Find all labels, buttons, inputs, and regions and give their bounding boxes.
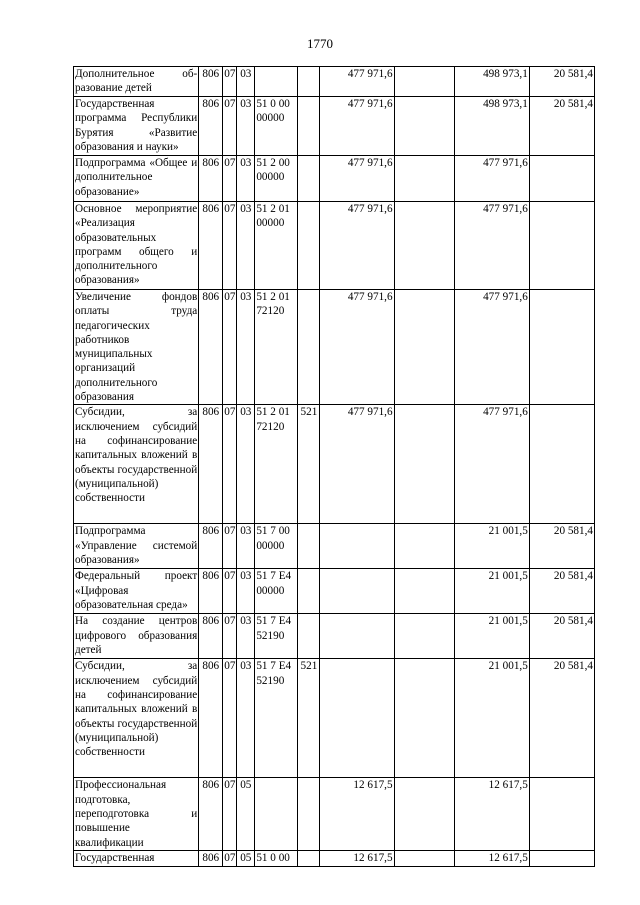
rz-code: 07 — [223, 405, 237, 524]
sum-col-3: 21 001,5 — [454, 659, 529, 778]
rz-code: 07 — [223, 97, 237, 156]
rz-code: 07 — [223, 524, 237, 569]
vr-code — [298, 67, 320, 97]
vr-code — [298, 202, 320, 290]
sum-col-1 — [320, 614, 394, 659]
row-name: Дополнительное об-разование детей — [74, 67, 199, 97]
row-name: Государственная — [74, 850, 199, 866]
pr-code: 03 — [237, 659, 255, 778]
vr-code — [298, 156, 320, 202]
table-row — [74, 850, 595, 866]
grbs-code: 806 — [199, 778, 223, 850]
vr-code — [298, 524, 320, 569]
rz-code: 07 — [223, 67, 237, 97]
rz-code: 07 — [223, 156, 237, 202]
vr-code — [298, 290, 320, 405]
sum-col-3: 498 973,1 — [454, 97, 529, 156]
csr-code: 51 7 E4 52190 — [255, 614, 298, 659]
grbs-code: 806 — [199, 850, 223, 866]
table-row — [74, 290, 595, 405]
sum-col-4 — [529, 202, 594, 290]
sum-col-3: 477 971,6 — [454, 290, 529, 405]
sum-col-3: 477 971,6 — [454, 156, 529, 202]
row-name: Увеличение фондов оплаты труда педагогических работников муниципальных организаций дополнительного образования — [75, 291, 198, 404]
table-row — [74, 524, 595, 569]
sum-col-1: 477 971,6 — [320, 97, 394, 156]
sum-col-1: 12 617,5 — [320, 778, 394, 850]
rz-code: 07 — [223, 569, 237, 614]
sum-col-2 — [394, 67, 454, 97]
table-row — [74, 156, 595, 202]
budget-table — [73, 66, 595, 867]
pr-code: 03 — [237, 156, 255, 202]
row-name: Государственная программа Республики Бурятия «Развитие образования и науки» — [74, 97, 199, 156]
csr-code: 51 2 01 72120 — [255, 290, 298, 405]
rz-code: 07 — [223, 659, 237, 778]
grbs-code: 806 — [199, 524, 223, 569]
sum-col-3: 21 001,5 — [454, 569, 529, 614]
sum-col-4: 20 581,4 — [529, 659, 594, 778]
pr-code: 03 — [237, 405, 255, 524]
sum-col-2 — [394, 850, 454, 866]
grbs-code: 806 — [199, 156, 223, 202]
grbs-code: 806 — [199, 67, 223, 97]
vr-code — [298, 850, 320, 866]
sum-col-4 — [529, 156, 594, 202]
pr-code: 03 — [237, 569, 255, 614]
sum-col-3: 21 001,5 — [454, 524, 529, 569]
sum-col-3: 498 973,1 — [454, 67, 529, 97]
sum-col-2 — [394, 405, 454, 524]
row-name: Профессиональная подготовка, переподготовка и повышение квалификации — [75, 779, 198, 849]
sum-col-4: 20 581,4 — [529, 97, 594, 156]
table-row — [74, 659, 595, 778]
table-row — [74, 405, 595, 524]
sum-col-4: 20 581,4 — [529, 569, 594, 614]
pr-code: 03 — [237, 67, 255, 97]
sum-col-2 — [394, 202, 454, 290]
grbs-code: 806 — [199, 659, 223, 778]
rz-code: 07 — [223, 614, 237, 659]
sum-col-2 — [394, 659, 454, 778]
rz-code: 07 — [223, 778, 237, 850]
pr-code: 03 — [237, 614, 255, 659]
grbs-code: 806 — [199, 202, 223, 290]
csr-code: 51 7 00 00000 — [255, 524, 298, 569]
csr-code: 51 0 00 00000 — [255, 97, 298, 156]
grbs-code: 806 — [199, 290, 223, 405]
budget-table-body — [74, 67, 595, 867]
sum-col-2 — [394, 778, 454, 850]
row-name: Основное мероприятие «Реализация образовательных программ общего и дополнительного образования» — [74, 202, 199, 290]
sum-col-4 — [529, 405, 594, 524]
vr-code — [298, 778, 320, 850]
pr-code: 05 — [237, 850, 255, 866]
sum-col-2 — [394, 614, 454, 659]
csr-code: 51 7 E4 00000 — [255, 569, 298, 614]
sum-col-1: 477 971,6 — [320, 156, 394, 202]
row-name: Подпрограмма «Управление системой образования» — [74, 524, 199, 569]
pr-code: 05 — [237, 778, 255, 850]
sum-col-4: 20 581,4 — [529, 524, 594, 569]
csr-code — [255, 67, 298, 97]
pr-code: 03 — [237, 97, 255, 156]
csr-code: 51 2 01 00000 — [255, 202, 298, 290]
sum-col-1 — [320, 659, 394, 778]
pr-code: 03 — [237, 524, 255, 569]
sum-col-3: 21 001,5 — [454, 614, 529, 659]
pr-code: 03 — [237, 202, 255, 290]
sum-col-1 — [320, 524, 394, 569]
grbs-code: 806 — [199, 569, 223, 614]
grbs-code: 806 — [199, 614, 223, 659]
sum-col-2 — [394, 290, 454, 405]
sum-col-3: 12 617,5 — [454, 778, 529, 850]
sum-col-4: 20 581,4 — [529, 67, 594, 97]
csr-code — [255, 778, 298, 850]
sum-col-2 — [394, 524, 454, 569]
vr-code — [298, 569, 320, 614]
vr-code: 521 — [298, 405, 320, 524]
sum-col-4: 20 581,4 — [529, 614, 594, 659]
csr-code: 51 2 00 00000 — [255, 156, 298, 202]
table-row — [74, 778, 595, 850]
sum-col-3: 477 971,6 — [454, 405, 529, 524]
row-name: Субсидии, за исключением субсидий на софинансирование капитальных вложений в объекты государственной (муниципальной) собственности — [74, 659, 199, 778]
sum-col-2 — [394, 97, 454, 156]
table-row — [74, 202, 595, 290]
sum-col-4 — [529, 778, 594, 850]
sum-col-3: 477 971,6 — [454, 202, 529, 290]
table-row — [74, 614, 595, 659]
page-number: 1770 — [307, 36, 333, 51]
vr-code — [298, 614, 320, 659]
sum-col-1 — [320, 569, 394, 614]
row-name: Субсидии, за исключением субсидий на софинансирование капитальных вложений в объекты государственной (муниципальной) собственности — [74, 405, 199, 524]
sum-col-4 — [529, 290, 594, 405]
table-row — [74, 67, 595, 97]
sum-col-3: 12 617,5 — [454, 850, 529, 866]
csr-code: 51 0 00 — [255, 850, 298, 866]
sum-col-1: 477 971,6 — [320, 67, 394, 97]
sum-col-2 — [394, 569, 454, 614]
table-row — [74, 569, 595, 614]
row-name: Подпрограмма «Общее и дополнительное образование» — [74, 156, 199, 202]
rz-code: 07 — [223, 202, 237, 290]
sum-col-1: 477 971,6 — [320, 405, 394, 524]
csr-code: 51 2 01 72120 — [255, 405, 298, 524]
row-name: На создание центров цифрового образования детей — [74, 614, 199, 659]
grbs-code: 806 — [199, 97, 223, 156]
grbs-code: 806 — [199, 405, 223, 524]
sum-col-1: 12 617,5 — [320, 850, 394, 866]
sum-col-4 — [529, 850, 594, 866]
sum-col-1: 477 971,6 — [320, 290, 394, 405]
rz-code: 07 — [223, 850, 237, 866]
pr-code: 03 — [237, 290, 255, 405]
row-name: Федеральный проект «Цифровая образовательная среда» — [74, 569, 199, 614]
rz-code: 07 — [223, 290, 237, 405]
table-row — [74, 97, 595, 156]
sum-col-2 — [394, 156, 454, 202]
vr-code: 521 — [298, 659, 320, 778]
sum-col-1: 477 971,6 — [320, 202, 394, 290]
vr-code — [298, 97, 320, 156]
csr-code: 51 7 E4 52190 — [255, 659, 298, 778]
